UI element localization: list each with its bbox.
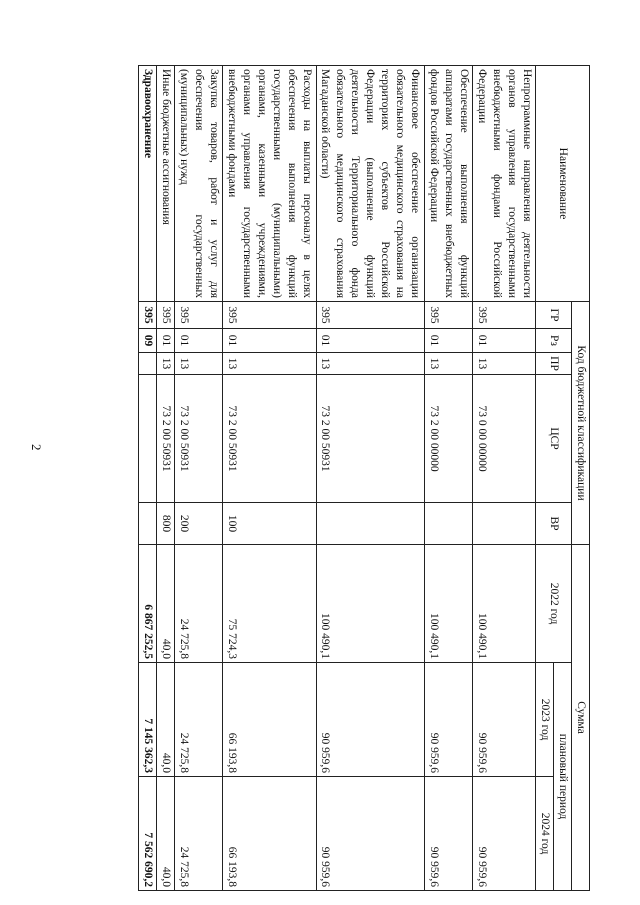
row-2024: 90 959,6: [472, 777, 535, 891]
row-pr: [139, 353, 157, 375]
row-2023: 7 145 362,3: [139, 663, 157, 777]
row-gr: 395: [472, 302, 535, 329]
row-gr: 395: [139, 302, 157, 329]
row-rz: 01: [472, 329, 535, 353]
row-2022: 6 867 252,5: [139, 545, 157, 663]
row-csr: [139, 375, 157, 503]
table-row: [175, 66, 223, 891]
row-vr: 100: [223, 503, 316, 545]
header-code-csr: ЦСР: [536, 375, 572, 503]
row-rz: 09: [139, 329, 157, 353]
row-name: Здравоохранение: [139, 66, 157, 302]
table-row: [316, 66, 424, 891]
header-code-rz: Рз: [536, 329, 572, 353]
row-vr: [139, 503, 157, 545]
row-2024: 90 959,6: [424, 777, 472, 891]
row-vr: [424, 503, 472, 545]
row-2022: 75 724,3: [223, 545, 316, 663]
row-pr: 13: [424, 353, 472, 375]
row-name: Непрограммные направления деятельности органов управления государственными внебюджетными фондами Российской Федерации: [472, 66, 535, 302]
row-2022: 100 490,1: [472, 545, 535, 663]
header-planned-period: плановый период: [554, 663, 572, 891]
row-2022: 40,0: [157, 545, 175, 663]
page-number: 2: [29, 444, 44, 451]
row-gr: 395: [316, 302, 424, 329]
row-2024: 90 959,6: [316, 777, 424, 891]
row-2023: 40,0: [157, 663, 175, 777]
row-gr: 395: [175, 302, 223, 329]
row-name: Иные бюджетные ассигнования: [157, 66, 175, 302]
row-pr: 13: [175, 353, 223, 375]
row-gr: 395: [223, 302, 316, 329]
row-rz: 01: [316, 329, 424, 353]
row-vr: 200: [175, 503, 223, 545]
row-name: Обеспечение выполнения функций аппаратами государственных внебюджетных фондов Российской Федерации: [424, 66, 472, 302]
row-pr: 13: [223, 353, 316, 375]
header-name: Наименование: [536, 66, 590, 302]
row-gr: 395: [157, 302, 175, 329]
table-row: [223, 66, 316, 891]
header-code-gr: ГР: [536, 302, 572, 329]
row-csr: 73 2 00 50931: [316, 375, 424, 503]
row-2023: 90 959,6: [472, 663, 535, 777]
row-2024: 66 193,8: [223, 777, 316, 891]
table-row-total: [139, 66, 157, 891]
row-2022: 100 490,1: [316, 545, 424, 663]
table-row: [157, 66, 175, 891]
row-2022: 100 490,1: [424, 545, 472, 663]
row-vr: [472, 503, 535, 545]
row-csr: 73 2 00 50931: [157, 375, 175, 503]
row-csr: 73 2 00 50931: [223, 375, 316, 503]
rotated-table-wrapper: [138, 65, 590, 890]
row-2024: 40,0: [157, 777, 175, 891]
header-code-pr: ПР: [536, 353, 572, 375]
header-code-group: Код бюджетной классификации: [572, 302, 590, 545]
row-pr: 13: [472, 353, 535, 375]
row-pr: 13: [157, 353, 175, 375]
header-year-2022: 2022 год: [536, 545, 572, 663]
row-csr: 73 0 00 00000: [472, 375, 535, 503]
row-name: Финансовое обеспечение организации обязательного медицинского страхования на территориях субъектов Российской Федерации (выполнение функций деятельности Территориального фонда обязательного медицинского страхования Магаданской области): [316, 66, 424, 302]
row-vr: [316, 503, 424, 545]
row-rz: 01: [175, 329, 223, 353]
table-row: [472, 66, 535, 891]
row-2022: 24 725,8: [175, 545, 223, 663]
row-2023: 66 193,8: [223, 663, 316, 777]
header-code-vr: ВР: [536, 503, 572, 545]
header-year-2023: 2023 год: [536, 663, 554, 777]
row-name: Закупка товаров, работ и услуг для обеспечения государственных (муниципальных) нужд: [175, 66, 223, 302]
row-2023: 90 959,6: [424, 663, 472, 777]
row-csr: 73 2 00 50931: [175, 375, 223, 503]
row-gr: 395: [424, 302, 472, 329]
row-2024: 24 725,8: [175, 777, 223, 891]
header-sum-group: Сумма: [572, 545, 590, 891]
budget-table: [138, 65, 590, 891]
row-rz: 01: [424, 329, 472, 353]
row-rz: 01: [223, 329, 316, 353]
row-pr: 13: [316, 353, 424, 375]
row-2024: 7 562 690,2: [139, 777, 157, 891]
row-2023: 90 959,6: [316, 663, 424, 777]
row-2023: 24 725,8: [175, 663, 223, 777]
row-csr: 73 2 00 00000: [424, 375, 472, 503]
row-name: Расходы на выплаты персоналу в целях обеспечения выполнения функций государственными (муниципальными) органами, казенными учреждениями, органами управления государственными внебюджетными фондами: [223, 66, 316, 302]
row-rz: 01: [157, 329, 175, 353]
table-row: [424, 66, 472, 891]
header-year-2024: 2024 год: [536, 777, 554, 891]
row-vr: 800: [157, 503, 175, 545]
